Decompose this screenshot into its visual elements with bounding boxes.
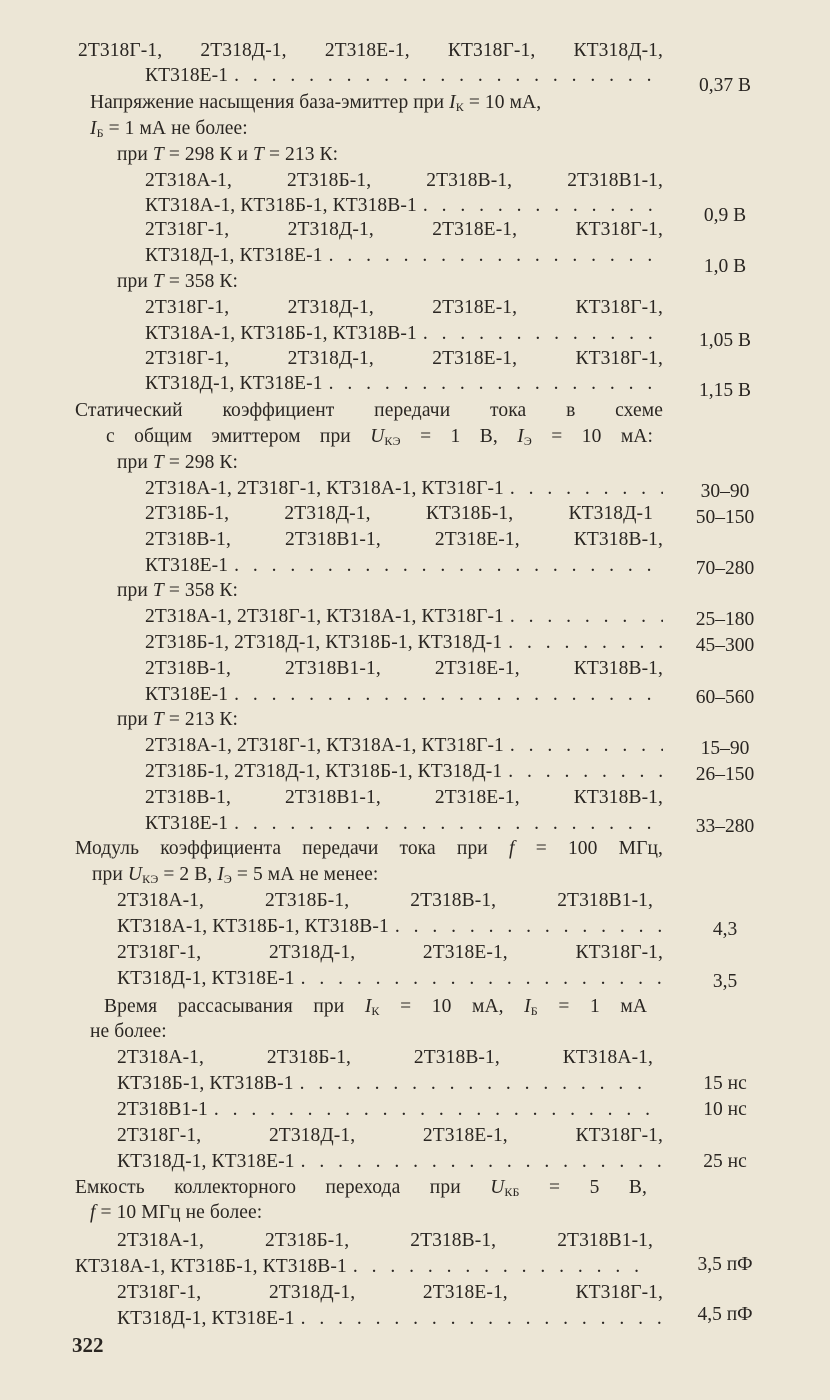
- param-value: 4,5 пФ: [697, 1304, 753, 1325]
- section-heading: при $U_{КЭ} = 2$ В, $I_Э = 5$ мА не менее:: [92, 864, 379, 886]
- leader-line: КТ318Д-1, КТ318Е-1 . . .: [145, 243, 663, 269]
- param-value: 10 нс: [703, 1099, 747, 1120]
- leader-line: КТ318Е-1 . . .: [145, 63, 663, 89]
- text-line: 2Т318А-1, 2Т318Б-1, 2Т318В-1, КТ318А-1,: [117, 1047, 653, 1068]
- section-heading: Емкость коллекторного перехода при $U_{КБ} = 5$ В,: [75, 1177, 647, 1199]
- text-line: 2Т318Г-1, 2Т318Д-1, 2Т318Е-1, КТ318Г-1,: [145, 297, 663, 318]
- condition-line: при T = 213 К:: [117, 709, 239, 730]
- text-line: 2Т318А-1, 2Т318Б-1, 2Т318В-1, 2Т318В1-1,: [145, 170, 663, 191]
- param-value: 25 нс: [703, 1151, 747, 1172]
- leader-line: КТ318Д-1, КТ318Е-1 . . .: [117, 966, 663, 992]
- param-value: 26–150: [695, 764, 755, 785]
- param-value: 15 нс: [703, 1073, 747, 1094]
- section-heading: f = 10 МГц не более:: [90, 1202, 263, 1223]
- leader-line: 2Т318Б-1, 2Т318Д-1, КТ318Б-1, КТ318Д-1 . . .: [145, 759, 663, 785]
- leader-line: 2Т318А-1, 2Т318Г-1, КТ318А-1, КТ318Г-1 . . .: [145, 476, 663, 502]
- leader-line: КТ318А-1, КТ318Б-1, КТ318В-1 . . .: [145, 321, 663, 347]
- text-line: 2Т318Г-1, 2Т318Д-1, 2Т318Е-1, КТ318Г-1,: [117, 1125, 663, 1146]
- param-value: 0,37 В: [698, 75, 751, 96]
- text-line: 2Т318Б-1, 2Т318Д-1, КТ318Б-1, КТ318Д-1: [145, 503, 653, 524]
- param-value: 3,5 пФ: [697, 1254, 753, 1275]
- section-heading: Напряжение насыщения база-эмиттер при $I_К = 10$ мА,: [90, 92, 542, 114]
- param-value: 30–90: [700, 481, 750, 502]
- param-value: 50–150: [695, 507, 755, 528]
- section-heading: Статический коэффициент передачи тока в схеме: [75, 400, 663, 421]
- param-value: 1,0 В: [703, 256, 747, 277]
- leader-line: КТ318Д-1, КТ318Е-1 . . .: [117, 1149, 663, 1175]
- text-line: 2Т318В-1, 2Т318В1-1, 2Т318Е-1, КТ318В-1,: [145, 658, 663, 679]
- param-value: 3,5: [712, 971, 738, 992]
- leader-line: КТ318А-1, КТ318Б-1, КТ318В-1 . . .: [75, 1254, 653, 1280]
- param-value: 15–90: [700, 738, 750, 759]
- param-value: 4,3: [712, 919, 738, 940]
- text-line: 2Т318Г-1, 2Т318Д-1, 2Т318Е-1, КТ318Г-1,: [145, 348, 663, 369]
- param-value: 33–280: [695, 816, 755, 837]
- leader-line: КТ318Д-1, КТ318Е-1 . . .: [145, 371, 663, 397]
- text-line: 2Т318Г-1, 2Т318Д-1, 2Т318Е-1, КТ318Г-1, КТ318Д-1,: [78, 40, 663, 61]
- section-heading: $I_Б = 1$ мА не более:: [90, 118, 248, 140]
- text-line: 2Т318А-1, 2Т318Б-1, 2Т318В-1, 2Т318В1-1,: [117, 890, 653, 911]
- param-value: 0,9 В: [703, 205, 747, 226]
- param-value: 60–560: [695, 687, 755, 708]
- leader-line: КТ318Д-1, КТ318Е-1 . . .: [117, 1306, 663, 1332]
- param-value: 45–300: [695, 635, 755, 656]
- leader-line: 2Т318А-1, 2Т318Г-1, КТ318А-1, КТ318Г-1 . . .: [145, 733, 663, 759]
- condition-line: при T = 298 К и T = 213 К:: [117, 144, 339, 165]
- text-line: 2Т318Г-1, 2Т318Д-1, 2Т318Е-1, КТ318Г-1,: [145, 219, 663, 240]
- leader-line: КТ318Е-1 . . .: [145, 553, 663, 579]
- leader-line: КТ318А-1, КТ318Б-1, КТ318В-1 . . .: [117, 914, 663, 940]
- text-line: 2Т318Г-1, 2Т318Д-1, 2Т318Е-1, КТ318Г-1,: [117, 942, 663, 963]
- param-value: 70–280: [695, 558, 755, 579]
- condition-line: при T = 358 К:: [117, 580, 239, 601]
- leader-line: 2Т318Б-1, 2Т318Д-1, КТ318Б-1, КТ318Д-1 . . .: [145, 630, 663, 656]
- leader-line: 2Т318А-1, 2Т318Г-1, КТ318А-1, КТ318Г-1 . . .: [145, 604, 663, 630]
- condition-line: при T = 298 К:: [117, 452, 239, 473]
- leader-line: КТ318А-1, КТ318Б-1, КТ318В-1 . . .: [145, 193, 663, 219]
- param-value: 25–180: [695, 609, 755, 630]
- section-heading: с общим эмиттером при $U_{КЭ} = 1$ В, $I_Э = 10$ мА:: [106, 426, 653, 448]
- leader-line: КТ318Б-1, КТ318В-1 . . .: [117, 1071, 653, 1097]
- param-value: 1,15 В: [698, 380, 751, 401]
- text-line: 2Т318В-1, 2Т318В1-1, 2Т318Е-1, КТ318В-1,: [145, 787, 663, 808]
- param-value: 1,05 В: [698, 330, 751, 351]
- leader-line: КТ318Е-1 . . .: [145, 811, 663, 837]
- section-heading: не более:: [90, 1021, 167, 1042]
- leader-line: 2Т318В1-1 . . .: [117, 1097, 653, 1123]
- text-line: 2Т318В-1, 2Т318В1-1, 2Т318Е-1, КТ318В-1,: [145, 529, 663, 550]
- text-line: 2Т318Г-1, 2Т318Д-1, 2Т318Е-1, КТ318Г-1,: [117, 1282, 663, 1303]
- text-line: 2Т318А-1, 2Т318Б-1, 2Т318В-1, 2Т318В1-1,: [117, 1230, 653, 1251]
- section-heading: Время рассасывания при $I_К = 10$ мА, $I_Б = 1$ мА: [104, 996, 648, 1018]
- leader-line: КТ318Е-1 . . .: [145, 682, 663, 708]
- condition-line: при T = 358 К:: [117, 271, 239, 292]
- section-heading: Модуль коэффициента передачи тока при f = 100 МГц,: [75, 838, 663, 859]
- page-number: 322: [72, 1333, 104, 1357]
